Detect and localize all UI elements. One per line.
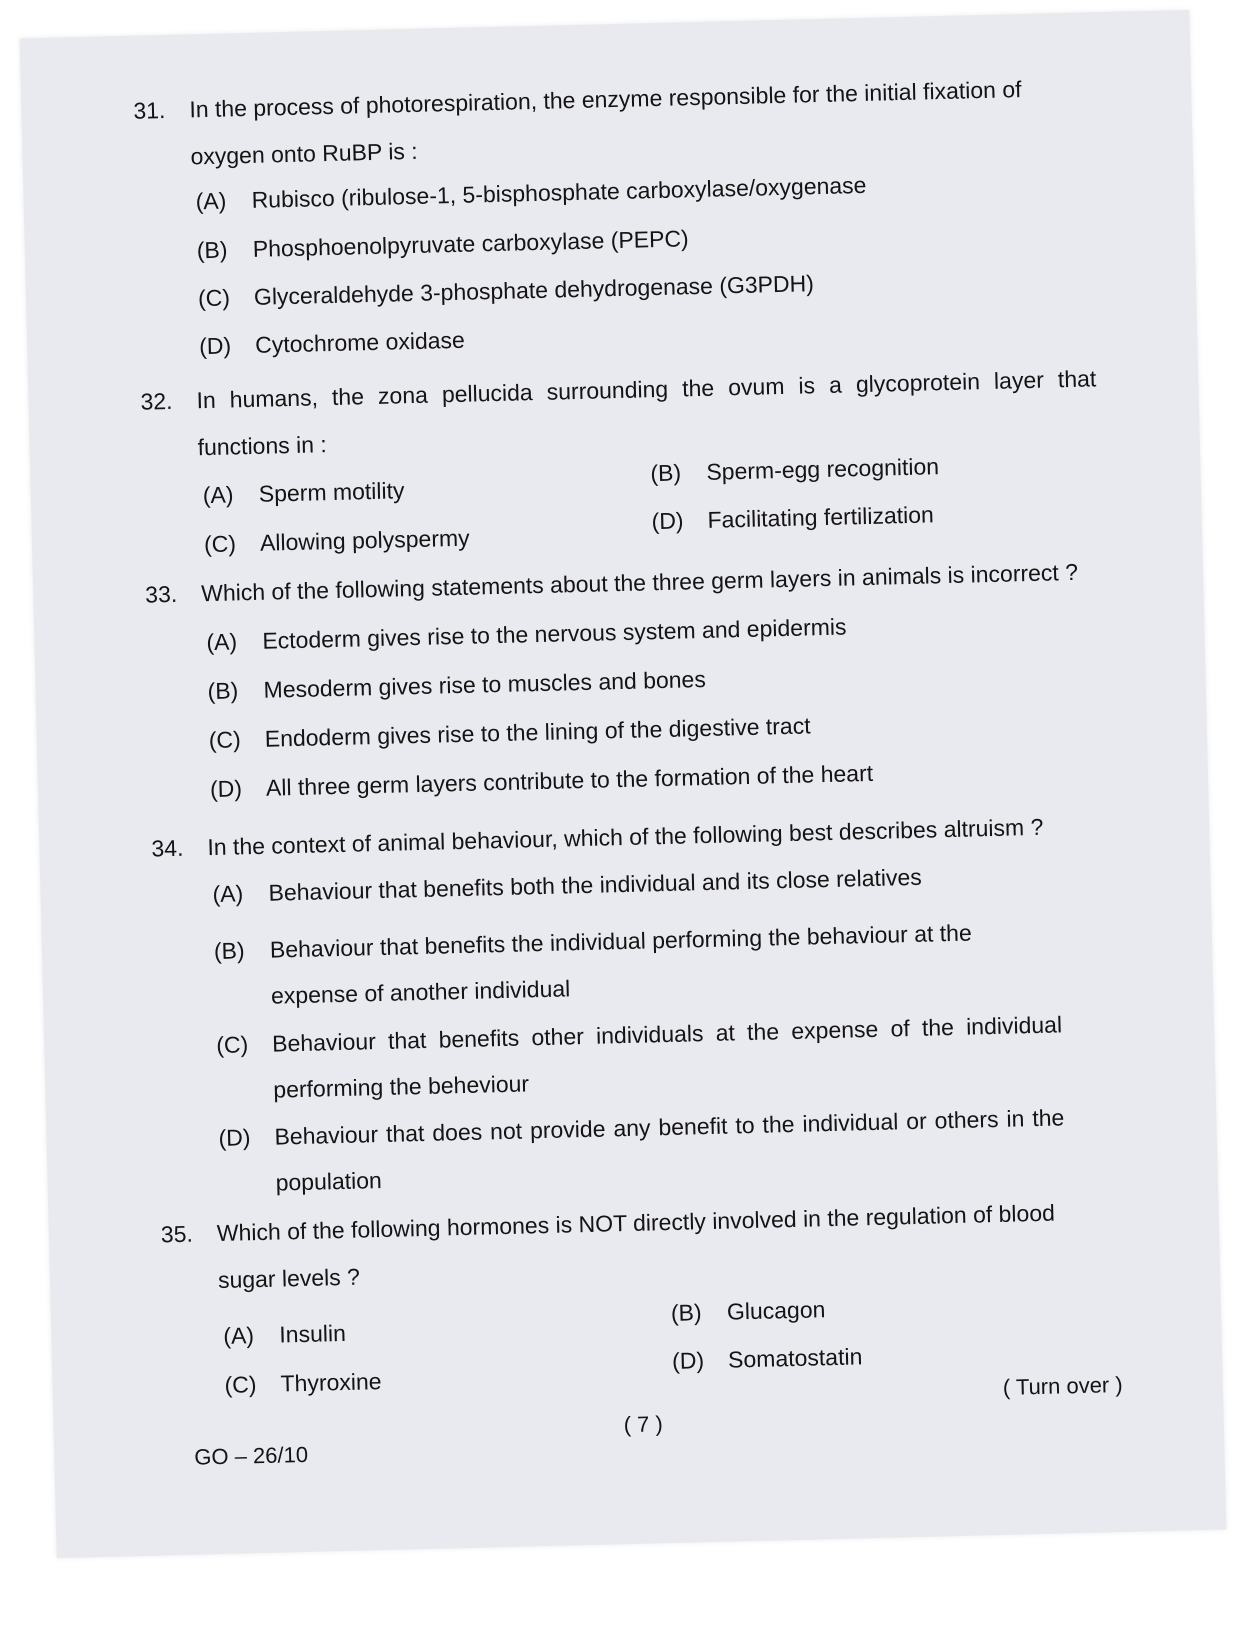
question-31 bbox=[133, 64, 1095, 183]
option-31-c bbox=[197, 266, 958, 312]
option-33-c bbox=[208, 707, 988, 754]
page-number: ( 7 ) bbox=[623, 1411, 664, 1438]
option-33-b bbox=[207, 658, 987, 705]
option-text: Behaviour that benefits both the individual and its close relatives bbox=[268, 863, 923, 906]
question-text: In humans, the zona pellucida surrounding the ovum is a glycoprotein layer that functions in : bbox=[196, 365, 1097, 461]
option-label: (D) bbox=[671, 1347, 705, 1374]
option-34-b bbox=[213, 906, 1113, 1009]
option-32-d bbox=[651, 497, 1071, 535]
option-text: Mesoderm gives rise to muscles and bones bbox=[263, 665, 707, 703]
option-text: Insulin bbox=[279, 1319, 347, 1348]
option-label: (B) bbox=[207, 677, 239, 705]
option-label: (D) bbox=[651, 507, 684, 535]
option-text: Sperm motility bbox=[258, 477, 405, 507]
option-text: Somatostatin bbox=[727, 1343, 863, 1373]
option-label: (C) bbox=[197, 284, 231, 312]
question-number: 31. bbox=[133, 96, 166, 124]
option-label: (B) bbox=[196, 236, 228, 264]
exam-page bbox=[20, 10, 1227, 1558]
option-text: Behaviour that benefits other individuals at the expense of the individual performing the beheviour bbox=[271, 1011, 1063, 1103]
option-32-a bbox=[202, 471, 622, 509]
question-text: Which of the following hormones is NOT directly involved in the regulation of blood sugar levels ? bbox=[216, 1199, 1056, 1294]
option-text: Thyroxine bbox=[280, 1368, 382, 1397]
turn-over-note: ( Turn over ) bbox=[1002, 1371, 1123, 1400]
option-label: (C) bbox=[208, 726, 242, 754]
option-label: (A) bbox=[202, 481, 234, 509]
paper-code: GO – 26/10 bbox=[194, 1441, 309, 1470]
question-text: In the context of animal behaviour, which of the following best describes altruism ? bbox=[207, 813, 1044, 861]
option-label: (B) bbox=[213, 937, 245, 965]
question-number: 34. bbox=[151, 834, 184, 862]
option-text: Endoderm gives rise to the lining of the digestive tract bbox=[264, 712, 811, 752]
option-text: Phosphoenolpyruvate carboxylase (PEPC) bbox=[252, 225, 689, 262]
page-content bbox=[20, 10, 1227, 1558]
option-label: (A) bbox=[212, 880, 244, 908]
option-label: (D) bbox=[218, 1124, 251, 1151]
option-31-b bbox=[196, 218, 956, 264]
option-text: Glucagon bbox=[726, 1296, 826, 1325]
option-text: Glyceraldehyde 3-phosphate dehydrogenase (G3PDH) bbox=[253, 270, 815, 310]
option-35-c bbox=[224, 1361, 644, 1398]
question-32 bbox=[140, 355, 1102, 474]
option-35-a bbox=[223, 1312, 643, 1349]
option-text: Allowing polyspermy bbox=[259, 524, 470, 556]
question-35 bbox=[160, 1188, 1122, 1307]
option-text: Cytochrome oxidase bbox=[254, 326, 466, 358]
question-text: In the process of photorespiration, the enzyme responsible for the initial fixation of oxygen onto RuBP is : bbox=[189, 76, 1022, 170]
option-label: (C) bbox=[203, 530, 237, 558]
question-number: 35. bbox=[160, 1220, 194, 1248]
option-label: (C) bbox=[215, 1031, 249, 1059]
question-33 bbox=[145, 548, 1106, 619]
option-label: (D) bbox=[198, 332, 232, 360]
option-label: (D) bbox=[209, 775, 243, 803]
option-label: (B) bbox=[650, 459, 682, 487]
option-text: Ectoderm gives rise to the nervous system and epidermis bbox=[262, 613, 847, 654]
question-34 bbox=[151, 802, 1112, 873]
option-text: All three germ layers contribute to the formation of the heart bbox=[265, 759, 874, 801]
question-number: 33. bbox=[144, 580, 178, 608]
option-label: (A) bbox=[195, 187, 227, 215]
option-text: Sperm-egg recognition bbox=[706, 453, 940, 485]
option-31-d bbox=[198, 314, 959, 360]
option-33-d bbox=[209, 756, 990, 803]
option-text: Rubisco (ribulose-1, 5-bisphosphate carboxylase/oxygenase bbox=[251, 171, 867, 213]
option-label: (A) bbox=[206, 628, 238, 656]
option-text: Facilitating fertilization bbox=[707, 501, 935, 533]
option-label: (A) bbox=[223, 1322, 255, 1349]
question-text: Which of the following statements about the three germ layers in animals is incorrect ? bbox=[200, 558, 1079, 607]
option-35-d bbox=[671, 1337, 1092, 1374]
option-label: (C) bbox=[224, 1371, 257, 1398]
option-32-c bbox=[203, 520, 624, 558]
question-number: 32. bbox=[140, 387, 173, 415]
option-text: Behaviour that benefits the individual performing the behaviour at the expense of another individual bbox=[269, 919, 973, 1009]
option-text: Behaviour that does not provide any benefit to the individual or others in the population bbox=[274, 1104, 1065, 1196]
option-label: (B) bbox=[670, 1299, 702, 1326]
